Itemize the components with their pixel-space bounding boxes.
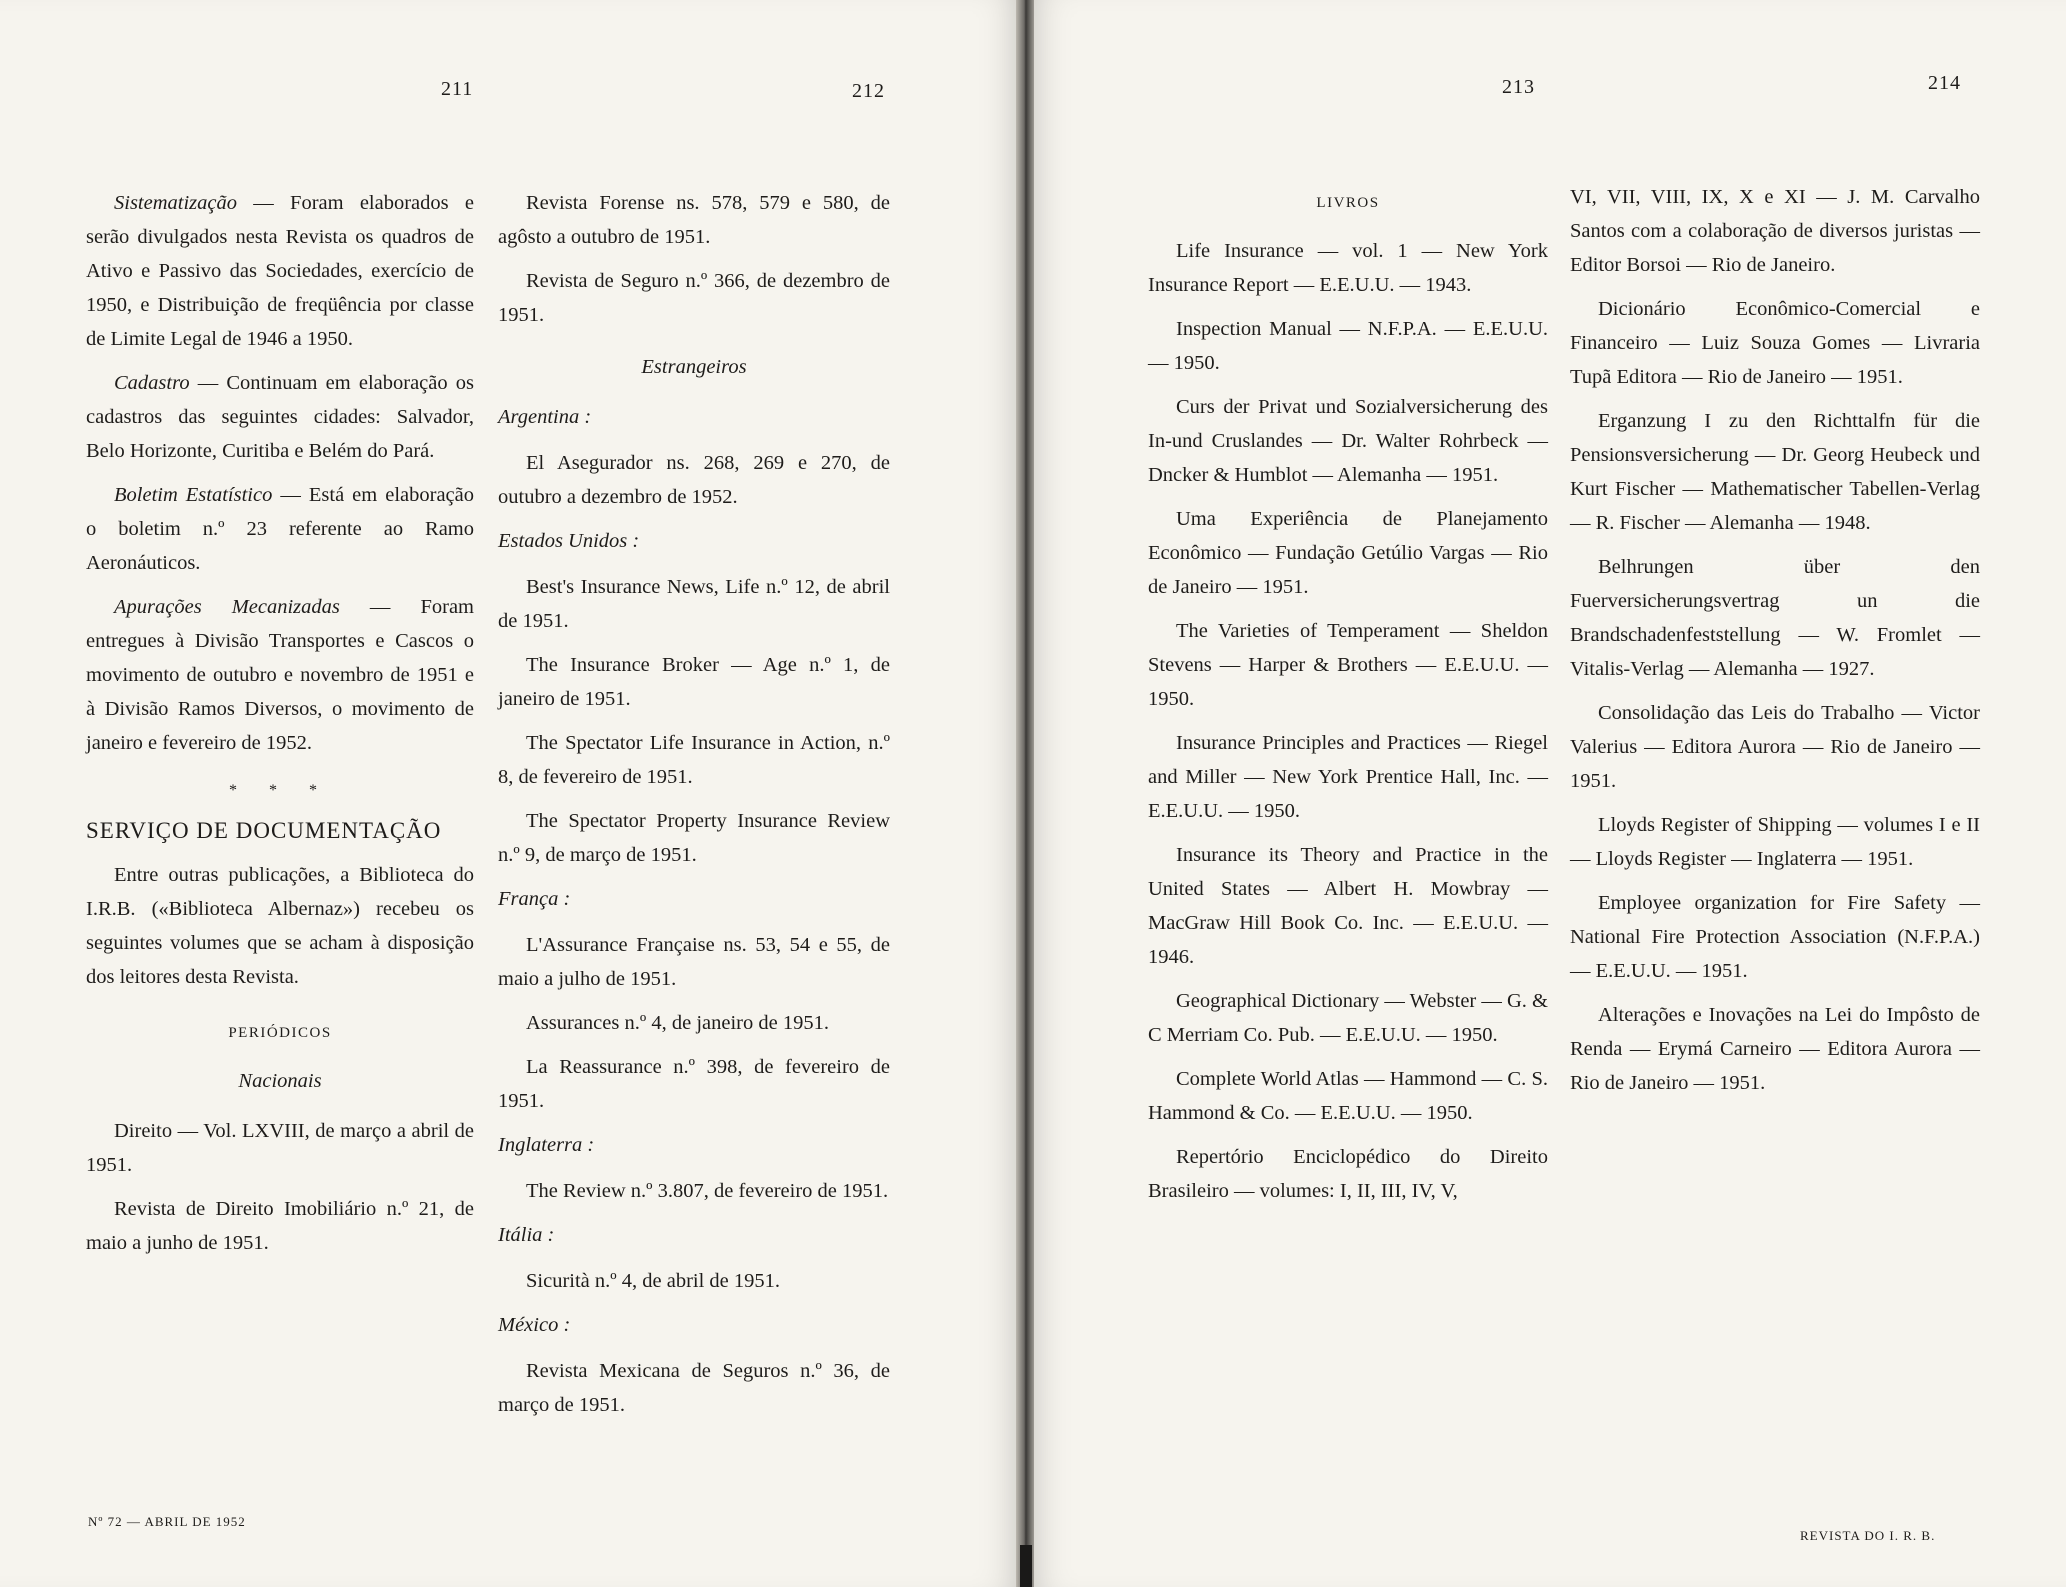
page-214-column (1570, 180, 1980, 1110)
list-item: Belhrungen über den Fuerversicherungsvertrag un die Brandschadenfeststellung — W. Fromlet — Vitalis-Verlag — Alemanha — 1927. (1570, 556, 1980, 680)
country-label: Estados Unidos : (498, 530, 640, 552)
section-label-periodicos: PERIÓDICOS (228, 1025, 332, 1041)
paragraph-text: — Continuam em elaboração os cadastros das seguintes cidades: Salvador, Belo Horizonte, Curitiba e Belém do Pará. (86, 372, 474, 462)
country-label: Itália : (498, 1224, 555, 1246)
list-item: Life Insurance — vol. 1 — New York Insurance Report — E.E.U.U. — 1943. (1148, 240, 1548, 296)
list-item: Revista Forense ns. 578, 579 e 580, de agôsto a outubro de 1951. (498, 192, 890, 248)
list-item: Complete World Atlas — Hammond — C. S. Hammond & Co. — E.E.U.U. — 1950. (1148, 1068, 1548, 1124)
paragraph-lead: Sistematização (114, 192, 237, 214)
list-item: Lloyds Register of Shipping — volumes I e II — Lloyds Register — Inglaterra — 1951. (1570, 814, 1980, 870)
section-label-livros: LIVROS (1316, 195, 1380, 211)
page-number-213: 213 (1502, 76, 1535, 98)
list-item: Best's Insurance News, Life n.º 12, de abril de 1951. (498, 576, 890, 632)
footer-journal: REVISTA DO I. R. B. (1800, 1528, 1936, 1543)
page-213-column (1148, 186, 1548, 1218)
list-item: La Reassurance n.º 398, de fevereiro de 1951. (498, 1056, 890, 1112)
page-number-214: 214 (1928, 72, 1961, 94)
page-211-column (86, 186, 474, 1270)
list-item: Geographical Dictionary — Webster — G. & C Merriam Co. Pub. — E.E.U.U. — 1950. (1148, 990, 1548, 1046)
list-item-continuation: VI, VII, VIII, IX, X e XI — J. M. Carvalho Santos com a colaboração de diversos juristas — Editor Borsoi — Rio de Janeiro. (1570, 186, 1980, 276)
paragraph-apuracoes (86, 590, 474, 760)
section-heading: SERVIÇO DE DOCUMENTAÇÃO (86, 818, 442, 843)
list-item: Alterações e Inovações na Lei do Impôsto de Renda — Erymá Carneiro — Editora Aurora — Rio de Janeiro — 1951. (1570, 1004, 1980, 1094)
list-item: Revista de Direito Imobiliário n.º 21, de maio a junho de 1951. (86, 1198, 474, 1254)
list-item: Assurances n.º 4, de janeiro de 1951. (526, 1012, 829, 1034)
book-gutter (1016, 0, 1034, 1587)
country-label: Inglaterra : (498, 1134, 595, 1156)
gutter-shadow (1020, 1545, 1032, 1587)
page-212-column (498, 186, 890, 1432)
page-number-212: 212 (852, 80, 885, 102)
list-item: Inspection Manual — N.F.P.A. — E.E.U.U. — 1950. (1148, 318, 1548, 374)
paragraph-boletim (86, 478, 474, 580)
intro-paragraph: Entre outras publicações, a Biblioteca do I.R.B. («Biblioteca Albernaz») recebeu os seguintes volumes que se acham à disposição dos leitores desta Revista. (86, 864, 474, 988)
list-item: El Asegurador ns. 268, 269 e 270, de outubro a dezembro de 1952. (498, 452, 890, 508)
list-item: Revista Mexicana de Seguros n.º 36, de março de 1951. (498, 1360, 890, 1416)
list-item: The Spectator Life Insurance in Action, n.º 8, de fevereiro de 1951. (498, 732, 890, 788)
list-item: Erganzung I zu den Richttalfn für die Pensionsversicherung — Dr. Georg Heubeck und Kurt Fischer — Mathematischer Tabellen-Verlag — R. Fischer — Alemanha — 1948. (1570, 410, 1980, 534)
paragraph-sistematizacao (86, 186, 474, 356)
paragraph-lead: Cadastro (114, 372, 190, 394)
list-item: Employee organization for Fire Safety — National Fire Protection Association (N.F.P.A.) — E.E.U.U. — 1951. (1570, 892, 1980, 982)
list-item: Insurance Principles and Practices — Riegel and Miller — New York Prentice Hall, Inc. — E.E.U.U. — 1950. (1148, 732, 1548, 822)
subsection-estrangeiros: Estrangeiros (641, 356, 747, 378)
country-label: Argentina : (498, 406, 592, 428)
paragraph-text: — Foram elaborados e serão divulgados nesta Revista os quadros de Ativo e Passivo das Sociedades, exercício de 1950, e Distribuição de freqüência por classe de Limite Legal de 1946 a 1950. (86, 192, 474, 350)
paragraph-cadastro (86, 366, 474, 468)
list-item: Consolidação das Leis do Trabalho — Victor Valerius — Editora Aurora — Rio de Janeiro — 1951. (1570, 702, 1980, 792)
paragraph-text: — Está em elaboração o boletim n.º 23 referente ao Ramo Aeronáuticos. (86, 484, 474, 574)
section-divider: * * * (229, 782, 331, 799)
list-item: Dicionário Econômico-Comercial e Financeiro — Luiz Souza Gomes — Livraria Tupã Editora — Rio de Janeiro — 1951. (1570, 298, 1980, 388)
footer-issue: Nº 72 — ABRIL DE 1952 (88, 1514, 246, 1529)
list-item: The Review n.º 3.807, de fevereiro de 1951. (526, 1180, 889, 1202)
list-item: Repertório Enciclopédico do Direito Brasileiro — volumes: I, II, III, IV, V, (1148, 1146, 1548, 1202)
country-label: França : (498, 888, 571, 910)
list-item: Uma Experiência de Planejamento Econômico — Fundação Getúlio Vargas — Rio de Janeiro — 1951. (1148, 508, 1548, 598)
list-item: Insurance its Theory and Practice in the United States — Albert H. Mowbray — MacGraw Hill Book Co. Inc. — E.E.U.U. — 1946. (1148, 844, 1548, 968)
list-item: Curs der Privat und Sozialversicherung des In-und Cruslandes — Dr. Walter Rohrbeck — Dncker & Humblot — Alemanha — 1951. (1148, 396, 1548, 486)
page-number-211: 211 (441, 78, 474, 100)
paragraph-lead: Boletim Estatístico (114, 484, 273, 506)
list-item: Direito — Vol. LXVIII, de março a abril de 1951. (86, 1120, 474, 1176)
list-item: L'Assurance Française ns. 53, 54 e 55, de maio a julho de 1951. (498, 934, 890, 990)
list-item: Revista de Seguro n.º 366, de dezembro de 1951. (498, 270, 890, 326)
country-label: México : (498, 1314, 571, 1336)
list-item: The Varieties of Temperament — Sheldon Stevens — Harper & Brothers — E.E.U.U. — 1950. (1148, 620, 1548, 710)
paragraph-lead: Apurações Mecanizadas (114, 596, 340, 618)
list-item: The Spectator Property Insurance Review n.º 9, de março de 1951. (498, 810, 890, 866)
list-item: Sicurità n.º 4, de abril de 1951. (526, 1270, 781, 1292)
subsection-nacionais: Nacionais (238, 1070, 322, 1092)
paragraph-text: — Foram entregues à Divisão Transportes e Cascos o movimento de outubro e novembro de 1951 e à Divisão Ramos Diversos, o movimento de janeiro e fevereiro de 1952. (86, 596, 474, 754)
list-item: The Insurance Broker — Age n.º 1, de janeiro de 1951. (498, 654, 890, 710)
